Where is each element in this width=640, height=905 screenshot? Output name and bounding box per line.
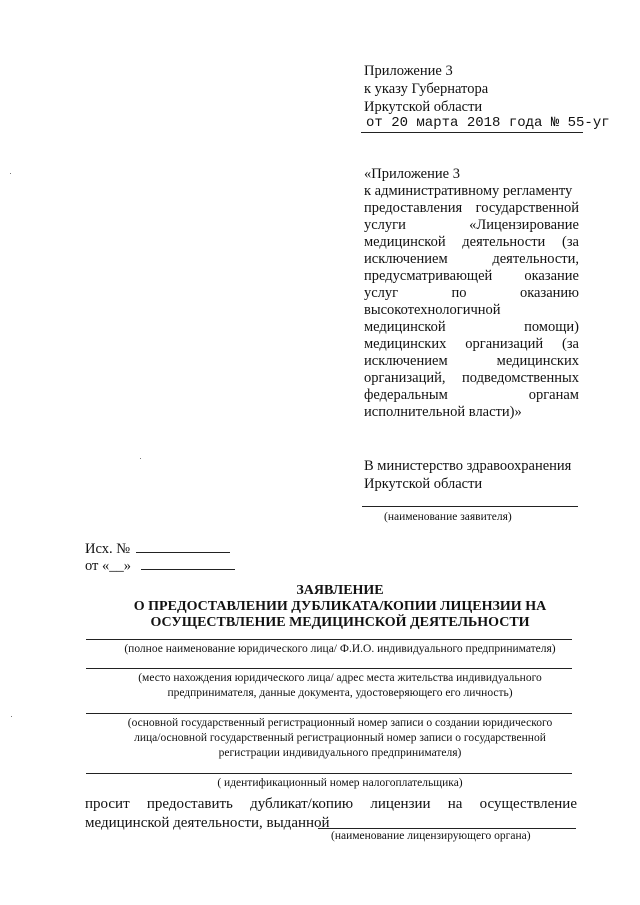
request-line-1: просит предоставить дубликат/копию лицензии на осуществление <box>85 796 577 812</box>
applicant-caption: (наименование заявителя) <box>384 511 512 523</box>
appendix-number: Приложение 3 <box>364 63 453 79</box>
request-line-2: медицинской деятельности, выданной <box>85 815 330 831</box>
decree-underline <box>361 132 583 133</box>
scan-speck <box>10 173 11 174</box>
ogrn-caption-2: лица/основной государственный регистрационный номер записи о государственной <box>134 732 546 744</box>
appendix-decree-ref: к указу Губернатора <box>364 81 489 97</box>
addressee-ministry: В министерство здравоохранения <box>364 458 572 474</box>
regulation-line: организаций, подведомственных <box>364 370 579 386</box>
regulation-line: услуг по оказанию <box>364 285 579 301</box>
regulation-line: предусматривающей оказание <box>364 268 579 284</box>
regulation-line: предоставления государственной <box>364 200 579 216</box>
title-line-3: ОСУЩЕСТВЛЕНИЕ МЕДИЦИНСКОЙ ДЕЯТЕЛЬНОСТИ <box>150 615 530 630</box>
authority-caption: (наименование лицензирующего органа) <box>331 830 531 842</box>
inn-line[interactable] <box>86 773 572 774</box>
regulation-line: исключением медицинских <box>364 353 579 369</box>
outgoing-number-field[interactable] <box>136 540 230 553</box>
outgoing-date-field[interactable] <box>141 557 235 570</box>
decree-date-number: от 20 марта 2018 года № 55-уг <box>366 115 610 131</box>
regulation-line: к административному регламенту <box>364 183 573 199</box>
location-caption-2: предпринимателя, данные документа, удостоверяющего его личность) <box>167 687 513 699</box>
full-name-line[interactable] <box>86 639 572 640</box>
outgoing-date <box>85 557 235 575</box>
regulation-line: медицинской деятельности (за <box>364 234 579 250</box>
ogrn-caption-3: регистрации индивидуального предпринимателя) <box>218 747 462 759</box>
applicant-name-line <box>362 506 578 507</box>
inn-caption: ( идентификационный номер налогоплательщика) <box>217 777 463 789</box>
regulation-line: «Приложение 3 <box>364 166 460 182</box>
location-line[interactable] <box>86 668 572 669</box>
scan-speck <box>140 458 141 459</box>
regulation-line: услуги «Лицензирование <box>364 217 579 233</box>
outgoing-date-label: от «__» <box>85 558 132 574</box>
outgoing-number <box>85 540 230 558</box>
regulation-line: исключением деятельности, <box>364 251 579 267</box>
addressee-region: Иркутской области <box>364 476 483 492</box>
ogrn-line[interactable] <box>86 713 572 714</box>
location-caption-1: (место нахождения юридического лица/ адрес места жительства индивидуального <box>138 672 542 684</box>
scan-speck <box>11 716 12 717</box>
title-line-1: ЗАЯВЛЕНИЕ <box>296 583 384 598</box>
appendix-region: Иркутской области <box>364 99 483 115</box>
regulation-line: исполнительной власти)» <box>364 404 522 420</box>
regulation-line: медицинской помощи) <box>364 319 579 335</box>
ogrn-caption-1: (основной государственный регистрационный номер записи о создании юридического <box>127 717 553 729</box>
statement-title <box>60 583 620 631</box>
full-name-caption: (полное наименование юридического лица/ Ф.И.О. индивидуального предпринимателя) <box>124 643 556 655</box>
regulation-line: медицинских организаций (за <box>364 336 579 352</box>
regulation-line: высокотехнологичной <box>364 302 501 318</box>
regulation-line: федеральным органам <box>364 387 579 403</box>
outgoing-number-label: Исх. № <box>85 541 131 557</box>
title-line-2: О ПРЕДОСТАВЛЕНИИ ДУБЛИКАТА/КОПИИ ЛИЦЕНЗИИ НА <box>133 599 547 614</box>
regulation-block <box>364 166 579 421</box>
